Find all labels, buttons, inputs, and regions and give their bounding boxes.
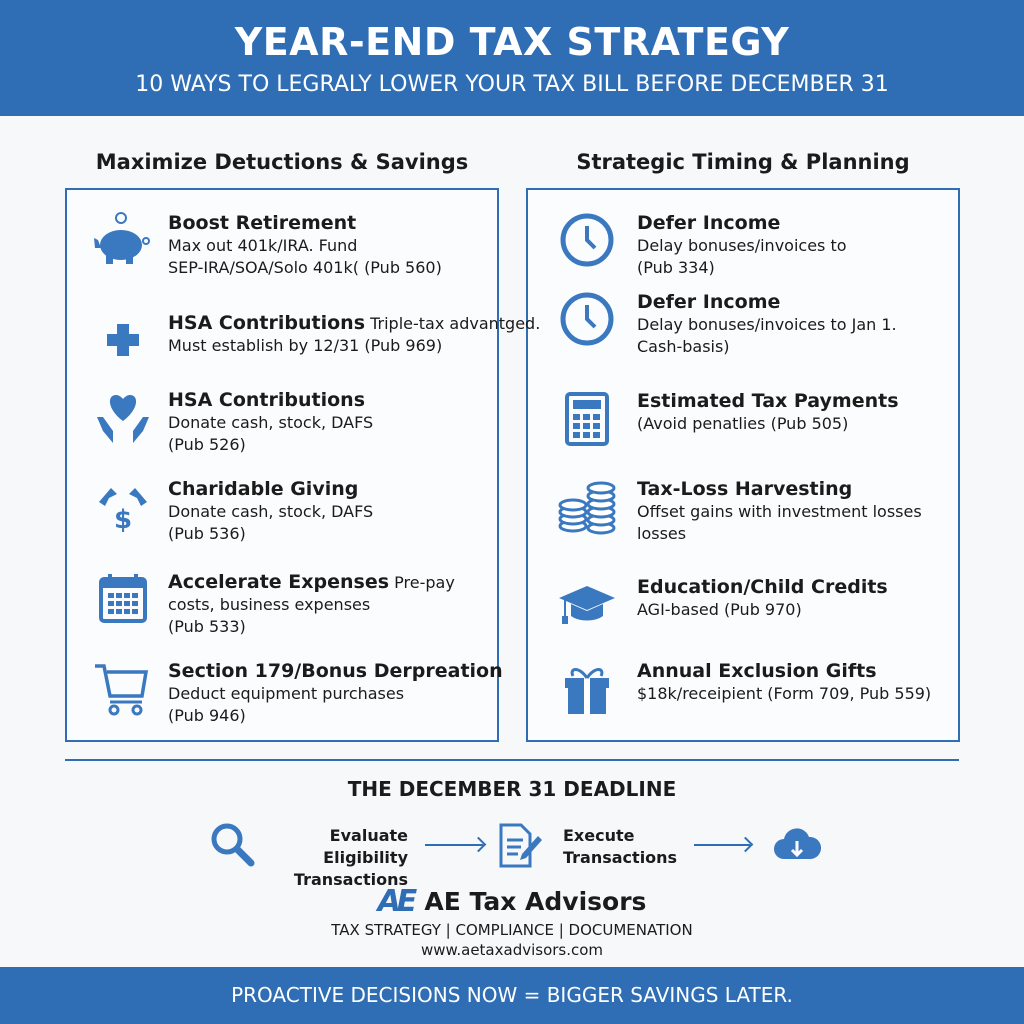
item-desc-line: Max out 401k/IRA. Fund — [168, 236, 358, 255]
clock-icon — [557, 210, 617, 270]
item-title: Charidable Giving — [168, 478, 359, 500]
page-subtitle: 10 WAYS TO LEGRALY LOWER YOUR TAX BILL BEFORE DECEMBER 31 — [135, 72, 889, 97]
heart-hands-icon — [93, 387, 153, 447]
item-title: Boost Retirement — [168, 212, 357, 234]
calculator-icon — [557, 388, 617, 448]
item-desc-line: Delay bonuses/invoices to Jan 1. — [637, 315, 897, 334]
item-desc-line: SEP-IRA/SOA/Solo 401k( (Pub 560) — [168, 258, 442, 277]
brand-logo: AE — [377, 884, 414, 919]
medical-cross-icon — [93, 310, 153, 370]
strategy-item — [637, 212, 847, 279]
piggy-bank-icon — [93, 210, 153, 270]
item-desc-line: costs, business expenses — [168, 595, 371, 614]
item-desc-line: (Avoid penatlies (Pub 505) — [637, 414, 849, 433]
step-evaluate-line1: Evaluate Eligibility — [323, 826, 408, 867]
step-execute — [563, 825, 677, 869]
strategy-item — [168, 389, 373, 456]
strategy-item — [637, 390, 899, 435]
strategy-item — [637, 478, 922, 545]
item-title: Defer Income — [637, 212, 781, 234]
strategy-item — [168, 478, 373, 545]
strategy-item — [168, 212, 442, 279]
item-inline-desc: Pre-pay — [394, 573, 455, 592]
arrow-icon — [425, 844, 483, 846]
item-desc-line: Offset gains with investment losses — [637, 502, 922, 521]
strategy-item — [637, 660, 931, 705]
item-title: HSA Contributions — [168, 312, 366, 334]
item-inline-desc: Triple-tax advantged. — [370, 314, 541, 333]
item-title: Accelerate Expenses — [168, 571, 390, 593]
deadline-title: THE DECEMBER 31 DEADLINE — [347, 777, 677, 801]
item-title: Section 179/Bonus Derpreation — [168, 660, 503, 682]
clock-icon — [557, 289, 617, 349]
cloud-download-icon — [772, 825, 822, 865]
footer-banner: PROACTIVE DECISIONS NOW = BIGGER SAVINGS LATER. — [0, 967, 1024, 1024]
graduation-cap-icon — [557, 574, 617, 634]
arrow-icon — [694, 844, 750, 846]
item-title: Education/Child Credits — [637, 576, 888, 598]
coin-stacks-icon — [557, 476, 617, 536]
item-desc-line: Delay bonuses/invoices to — [637, 236, 847, 255]
right-section-title: Strategic Timing & Planning — [576, 150, 910, 174]
gift-icon — [557, 658, 617, 718]
brand-name: AE Tax Advisors — [424, 887, 647, 916]
item-desc-line: Deduct equipment purchases — [168, 684, 405, 703]
step-execute-line1: Execute — [563, 826, 635, 845]
item-desc-line: (Pub 946) — [168, 706, 246, 725]
step-execute-line2: Transactions — [563, 848, 678, 867]
step-evaluate — [262, 825, 408, 891]
left-section-title: Maximize Detuctions & Savings — [95, 150, 469, 174]
item-desc-line: (Pub 526) — [168, 435, 246, 454]
brand-tagline: TAX STRATEGY | COMPLIANCE | DOCUMENATION — [331, 921, 693, 939]
item-desc-line: (Pub 536) — [168, 524, 246, 543]
item-desc-line: Must establish by 12/31 (Pub 969) — [168, 336, 443, 355]
brand-url[interactable]: www.aetaxadvisors.com — [420, 941, 604, 959]
step-evaluate-line2: Transactions — [293, 870, 408, 889]
brand-block — [0, 884, 1024, 959]
item-desc-line: $18k/receipient (Form 709, Pub 559) — [637, 684, 932, 703]
svg-text:$: $ — [113, 505, 133, 535]
strategy-item — [168, 571, 455, 638]
item-title: Annual Exclusion Gifts — [637, 660, 877, 682]
item-title: Tax-Loss Harvesting — [637, 478, 853, 500]
strategy-item — [168, 660, 503, 727]
strategy-item — [637, 291, 897, 358]
item-desc-line: AGI-based (Pub 970) — [637, 600, 802, 619]
document-pen-icon — [496, 822, 544, 870]
item-desc-line: Cash-basis) — [637, 337, 730, 356]
item-title: Estimated Tax Payments — [637, 390, 899, 412]
item-title: Defer Income — [637, 291, 781, 313]
item-desc-line: Donate cash, stock, DAFS — [168, 413, 374, 432]
strategy-item — [637, 576, 888, 621]
section-divider — [65, 759, 959, 761]
page-title: YEAR-END TAX STRATEGY — [234, 20, 790, 64]
hands-dollar-icon — [93, 476, 153, 536]
strategy-item — [168, 312, 540, 357]
item-desc-line: (Pub 334) — [637, 258, 715, 277]
shopping-cart-icon — [93, 658, 153, 718]
calendar-icon — [93, 569, 153, 629]
magnifier-icon — [208, 820, 256, 868]
item-desc-line: (Pub 533) — [168, 617, 246, 636]
item-title: HSA Contributions — [168, 389, 366, 411]
item-desc-line: Donate cash, stock, DAFS — [168, 502, 374, 521]
header-banner — [0, 0, 1024, 116]
item-desc-line: losses — [637, 524, 687, 543]
